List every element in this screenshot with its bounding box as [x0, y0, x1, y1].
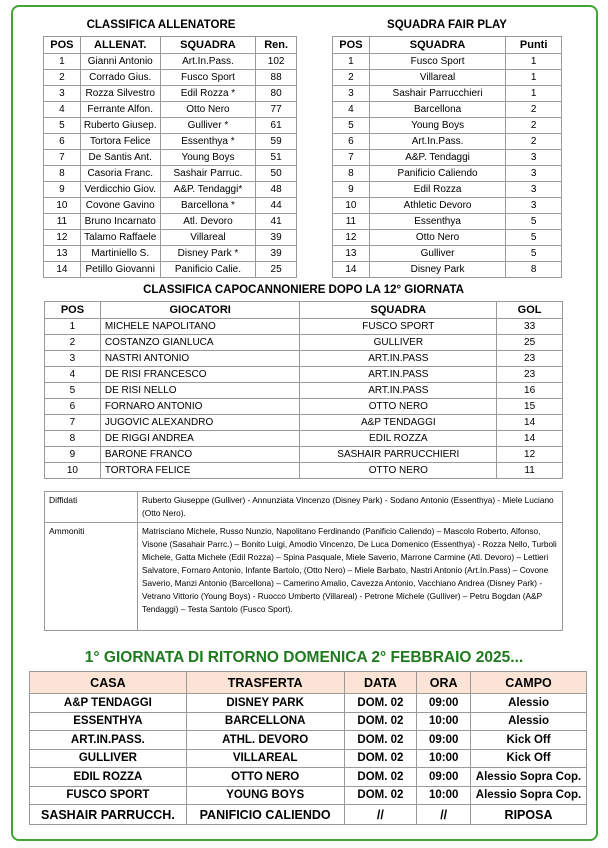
match-away: PANIFICIO CALIENDO	[186, 805, 344, 825]
fairplay-points: 3	[506, 166, 562, 182]
match-field: Kick Off	[471, 731, 587, 750]
fairplay-pos: 5	[333, 118, 370, 134]
fairplay-pos: 9	[333, 182, 370, 198]
fairplay-body	[333, 54, 562, 278]
fairplay-row	[333, 182, 562, 198]
coach-pos: 3	[44, 86, 81, 102]
fairplay-team: A&P. Tendaggi	[369, 150, 505, 166]
match-home: ESSENTHYA	[30, 712, 187, 731]
scorer-goals: 25	[497, 335, 563, 351]
coach-name: Tortora Felice	[80, 134, 160, 150]
coach-score: 25	[256, 262, 297, 278]
match-date: DOM. 02	[344, 786, 417, 805]
fairplay-pos: 8	[333, 166, 370, 182]
ammoniti-row	[45, 523, 563, 631]
match-time: 09:00	[417, 694, 471, 713]
coach-team: Essenthya *	[160, 134, 256, 150]
scorer-pos: 9	[45, 447, 101, 463]
coaches-header-pos: POS	[44, 37, 81, 54]
coach-team: Barcellona *	[160, 198, 256, 214]
match-row	[30, 786, 587, 805]
scorer-name: DE RIGGI ANDREA	[100, 431, 300, 447]
scorer-name: TORTORA FELICE	[100, 463, 300, 479]
scorers-header-row	[45, 302, 563, 319]
coach-row	[44, 70, 297, 86]
match-home: A&P TENDAGGI	[30, 694, 187, 713]
scorer-goals: 12	[497, 447, 563, 463]
match-row	[30, 731, 587, 750]
fairplay-team: Sashair Parrucchieri	[369, 86, 505, 102]
coach-pos: 5	[44, 118, 81, 134]
coach-name: Martiniello S.	[80, 246, 160, 262]
scorers-header-pos: POS	[45, 302, 101, 319]
scorer-team: ART.IN.PASS	[300, 383, 497, 399]
fairplay-team: Otto Nero	[369, 230, 505, 246]
match-row	[30, 749, 587, 768]
coach-score: 80	[256, 86, 297, 102]
fairplay-pos: 14	[333, 262, 370, 278]
scorer-pos: 7	[45, 415, 101, 431]
scorer-row	[45, 335, 563, 351]
coach-score: 88	[256, 70, 297, 86]
scorer-row	[45, 447, 563, 463]
schedule-header-away: TRASFERTA	[186, 672, 344, 694]
coach-pos: 10	[44, 198, 81, 214]
scorer-row	[45, 431, 563, 447]
coach-score: 39	[256, 230, 297, 246]
coach-team: Gulliver *	[160, 118, 256, 134]
scorer-pos: 3	[45, 351, 101, 367]
match-time: 09:00	[417, 768, 471, 787]
coach-score: 41	[256, 214, 297, 230]
match-away: BARCELLONA	[186, 712, 344, 731]
scorer-goals: 11	[497, 463, 563, 479]
coach-name: Corrado Gius.	[80, 70, 160, 86]
scorer-goals: 14	[497, 431, 563, 447]
scorers-title: CLASSIFICA CAPOCANNONIERE DOPO LA 12° GIORNATA	[143, 284, 464, 296]
coach-pos: 11	[44, 214, 81, 230]
fairplay-row	[333, 102, 562, 118]
schedule-table	[29, 671, 587, 825]
fairplay-points: 5	[506, 246, 562, 262]
coach-pos: 7	[44, 150, 81, 166]
schedule-header-home: CASA	[30, 672, 187, 694]
coach-row	[44, 262, 297, 278]
scorer-goals: 15	[497, 399, 563, 415]
coach-team: Young Boys	[160, 150, 256, 166]
match-home: FUSCO SPORT	[30, 786, 187, 805]
fairplay-pos: 12	[333, 230, 370, 246]
coach-row	[44, 230, 297, 246]
match-field: Alessio Sopra Cop.	[471, 786, 587, 805]
scorer-team: ART.IN.PASS	[300, 351, 497, 367]
coach-team: Art.In.Pass.	[160, 54, 256, 70]
match-date: //	[344, 805, 417, 825]
match-field: RIPOSA	[471, 805, 587, 825]
coach-row	[44, 86, 297, 102]
fairplay-pos: 7	[333, 150, 370, 166]
match-away: OTTO NERO	[186, 768, 344, 787]
scorer-row	[45, 367, 563, 383]
fairplay-row	[333, 134, 562, 150]
coach-pos: 6	[44, 134, 81, 150]
fairplay-team: Young Boys	[369, 118, 505, 134]
fairplay-points: 2	[506, 134, 562, 150]
diffidati-text: Ruberto Giuseppe (Gulliver) - Annunziata Vincenzo (Disney Park) - Sodano Antonio (Essenthya) - Miele Luciano (Otto Nero).	[138, 492, 563, 523]
coach-pos: 2	[44, 70, 81, 86]
scorer-name: BARONE FRANCO	[100, 447, 300, 463]
coach-row	[44, 118, 297, 134]
fairplay-row	[333, 54, 562, 70]
scorer-pos: 4	[45, 367, 101, 383]
coach-team: Fusco Sport	[160, 70, 256, 86]
scorer-team: EDIL ROZZA	[300, 431, 497, 447]
match-time: 10:00	[417, 712, 471, 731]
match-date: DOM. 02	[344, 749, 417, 768]
fairplay-pos: 4	[333, 102, 370, 118]
coach-name: Bruno Incarnato	[80, 214, 160, 230]
coach-score: 77	[256, 102, 297, 118]
match-field: Alessio Sopra Cop.	[471, 768, 587, 787]
fairplay-row	[333, 150, 562, 166]
scorers-body	[45, 319, 563, 479]
coach-name: Ruberto Giusep.	[80, 118, 160, 134]
coaches-title: CLASSIFICA ALLENATORE	[86, 19, 236, 31]
fairplay-pos: 6	[333, 134, 370, 150]
scorer-team: GULLIVER	[300, 335, 497, 351]
coach-score: 61	[256, 118, 297, 134]
coach-row	[44, 134, 297, 150]
scorer-row	[45, 351, 563, 367]
scorer-row	[45, 399, 563, 415]
fairplay-header-pos: POS	[333, 37, 370, 54]
scorer-goals: 14	[497, 415, 563, 431]
fairplay-points: 8	[506, 262, 562, 278]
coach-team: Edil Rozza *	[160, 86, 256, 102]
fairplay-pos: 11	[333, 214, 370, 230]
scorer-team: A&P TENDAGGI	[300, 415, 497, 431]
fairplay-row	[333, 262, 562, 278]
coach-score: 50	[256, 166, 297, 182]
fairplay-points: 1	[506, 70, 562, 86]
coach-team: Disney Park *	[160, 246, 256, 262]
match-time: //	[417, 805, 471, 825]
fairplay-points: 5	[506, 214, 562, 230]
match-away: ATHL. DEVORO	[186, 731, 344, 750]
coach-name: Rozza Silvestro	[80, 86, 160, 102]
fairplay-row	[333, 118, 562, 134]
fairplay-row	[333, 86, 562, 102]
fairplay-header-team: SQUADRA	[369, 37, 505, 54]
scorer-name: MICHELE NAPOLITANO	[100, 319, 300, 335]
match-date: DOM. 02	[344, 712, 417, 731]
fairplay-team: Fusco Sport	[369, 54, 505, 70]
fairplay-points: 3	[506, 182, 562, 198]
fairplay-points: 3	[506, 198, 562, 214]
coach-team: Panificio Calie.	[160, 262, 256, 278]
scorers-header-team: SQUADRA	[300, 302, 497, 319]
coach-row	[44, 246, 297, 262]
match-field: Kick Off	[471, 749, 587, 768]
coach-team: Villareal	[160, 230, 256, 246]
fairplay-pos: 1	[333, 54, 370, 70]
match-time: 10:00	[417, 786, 471, 805]
coach-row	[44, 166, 297, 182]
coach-score: 48	[256, 182, 297, 198]
coach-pos: 4	[44, 102, 81, 118]
fairplay-points: 2	[506, 102, 562, 118]
fairplay-row	[333, 198, 562, 214]
fairplay-row	[333, 230, 562, 246]
scorer-team: ART.IN.PASS	[300, 367, 497, 383]
fairplay-pos: 10	[333, 198, 370, 214]
scorers-table	[44, 301, 563, 479]
coach-score: 39	[256, 246, 297, 262]
schedule-title: 1° GIORNATA DI RITORNO DOMENICA 2° FEBBRAIO 2025...	[84, 649, 524, 666]
scorers-header-goals: GOL	[497, 302, 563, 319]
coach-score: 102	[256, 54, 297, 70]
scorer-team: OTTO NERO	[300, 463, 497, 479]
coaches-body	[44, 54, 297, 278]
schedule-body	[30, 694, 587, 825]
fairplay-header-points: Punti	[506, 37, 562, 54]
coach-team: Otto Nero	[160, 102, 256, 118]
scorers-header-player: GIOCATORI	[100, 302, 300, 319]
scorer-pos: 10	[45, 463, 101, 479]
coach-name: Casoria Franc.	[80, 166, 160, 182]
match-home: SASHAIR PARRUCCH.	[30, 805, 187, 825]
match-home: GULLIVER	[30, 749, 187, 768]
match-field: Alessio	[471, 712, 587, 731]
diffidati-label: Diffidati	[45, 492, 138, 523]
coach-row	[44, 54, 297, 70]
fairplay-row	[333, 246, 562, 262]
schedule-header-date: DATA	[344, 672, 417, 694]
coach-pos: 9	[44, 182, 81, 198]
match-field: Alessio	[471, 694, 587, 713]
match-row	[30, 694, 587, 713]
fairplay-points: 2	[506, 118, 562, 134]
fairplay-pos: 3	[333, 86, 370, 102]
fairplay-points: 3	[506, 150, 562, 166]
coach-pos: 14	[44, 262, 81, 278]
coaches-header-row	[44, 37, 297, 54]
fairplay-row	[333, 166, 562, 182]
scorer-row	[45, 415, 563, 431]
fairplay-pos: 13	[333, 246, 370, 262]
schedule-header-time: ORA	[417, 672, 471, 694]
fairplay-pos: 2	[333, 70, 370, 86]
scorer-name: DE RISI NELLO	[100, 383, 300, 399]
fairplay-team: Art.In.Pass.	[369, 134, 505, 150]
match-row	[30, 712, 587, 731]
scorer-goals: 33	[497, 319, 563, 335]
match-time: 10:00	[417, 749, 471, 768]
scorer-pos: 8	[45, 431, 101, 447]
fairplay-team: Panificio Caliendo	[369, 166, 505, 182]
scorer-goals: 16	[497, 383, 563, 399]
scorer-name: NASTRI ANTONIO	[100, 351, 300, 367]
coaches-header-score: Ren.	[256, 37, 297, 54]
match-row	[30, 805, 587, 825]
fairplay-team: Disney Park	[369, 262, 505, 278]
scorer-row	[45, 463, 563, 479]
scorer-pos: 5	[45, 383, 101, 399]
fairplay-team: Villareal	[369, 70, 505, 86]
coach-team: Atl. Devoro	[160, 214, 256, 230]
schedule-header-field: CAMPO	[471, 672, 587, 694]
coach-row	[44, 150, 297, 166]
scorer-goals: 23	[497, 367, 563, 383]
scorer-team: FUSCO SPORT	[300, 319, 497, 335]
fairplay-points: 1	[506, 86, 562, 102]
coach-name: Verdicchio Giov.	[80, 182, 160, 198]
coach-name: Petillo Giovanni	[80, 262, 160, 278]
scorer-name: DE RISI FRANCESCO	[100, 367, 300, 383]
coach-score: 59	[256, 134, 297, 150]
match-away: DISNEY PARK	[186, 694, 344, 713]
coaches-table	[43, 36, 297, 278]
coaches-header-coach: ALLENAT.	[80, 37, 160, 54]
coach-name: Covone Gavino	[80, 198, 160, 214]
fairplay-team: Essenthya	[369, 214, 505, 230]
coach-row	[44, 102, 297, 118]
fairplay-team: Gulliver	[369, 246, 505, 262]
match-date: DOM. 02	[344, 768, 417, 787]
fairplay-points: 5	[506, 230, 562, 246]
fairplay-team: Edil Rozza	[369, 182, 505, 198]
match-home: EDIL ROZZA	[30, 768, 187, 787]
diffidati-row	[45, 492, 563, 523]
scorer-name: FORNARO ANTONIO	[100, 399, 300, 415]
fairplay-team: Barcellona	[369, 102, 505, 118]
coach-row	[44, 198, 297, 214]
schedule-header-row	[30, 672, 587, 694]
coach-name: Gianni Antonio	[80, 54, 160, 70]
ammoniti-text: Matrisciano Michele, Russo Nunzio, Napolitano Ferdinando (Panificio Caliendo) – Mascolo Roberto, Alfonso, Visone (Sasahair Parrc.) – Bonito Luigi, Amodio Vincenzo, De Luca Domenico (Essenthya) - Rozza Nello, Turboli Michele, Gatta Michele (Edil Rozza) – Spina Pasquale, Miele Saverio, Marrone Carmine (Atl. Devoro) – Lettieri Salvatore, Fornaro Antonio, Infante Bartolo, (Otto Nero) – Miele Barbato, Nastri Antonio (Art.In.Pass) – Covone Saverio, Manzi Antonio (Barcellona) – Camerino Amalio, Cavezza Antonio, Vacchiano Andrea (Disney Park) - Vetrano Vittorio (Young Boys) - Ruocco Umberto (Villareal) - Petrone Michele (Gulliver) – Petru Bogdan (A&P Tendaggi) – Testa Santolo (Fusco Sport).	[138, 523, 563, 631]
match-away: YOUNG BOYS	[186, 786, 344, 805]
coach-pos: 12	[44, 230, 81, 246]
coach-row	[44, 214, 297, 230]
match-away: VILLAREAL	[186, 749, 344, 768]
coach-pos: 8	[44, 166, 81, 182]
match-home: ART.IN.PASS.	[30, 731, 187, 750]
scorer-team: OTTO NERO	[300, 399, 497, 415]
fairplay-title: SQUADRA FAIR PLAY	[387, 19, 507, 31]
coach-name: Talamo Raffaele	[80, 230, 160, 246]
scorer-team: SASHAIR PARRUCCHIERI	[300, 447, 497, 463]
coach-team: A&P. Tendaggi*	[160, 182, 256, 198]
coach-name: Ferrante Alfon.	[80, 102, 160, 118]
scorer-name: JUGOVIC ALEXANDRO	[100, 415, 300, 431]
scorer-name: COSTANZO GIANLUCA	[100, 335, 300, 351]
scorer-pos: 1	[45, 319, 101, 335]
fairplay-row	[333, 70, 562, 86]
fairplay-table	[332, 36, 562, 278]
coach-row	[44, 182, 297, 198]
scorer-pos: 2	[45, 335, 101, 351]
scorer-row	[45, 319, 563, 335]
coach-team: Sashair Parruc.	[160, 166, 256, 182]
ammoniti-label: Ammoniti	[45, 523, 138, 631]
match-date: DOM. 02	[344, 731, 417, 750]
fairplay-points: 1	[506, 54, 562, 70]
scorer-goals: 23	[497, 351, 563, 367]
coach-pos: 1	[44, 54, 81, 70]
scorer-pos: 6	[45, 399, 101, 415]
match-date: DOM. 02	[344, 694, 417, 713]
coach-score: 51	[256, 150, 297, 166]
coaches-header-team: SQUADRA	[160, 37, 256, 54]
fairplay-row	[333, 214, 562, 230]
coach-name: De Santis Ant.	[80, 150, 160, 166]
match-time: 09:00	[417, 731, 471, 750]
coach-score: 44	[256, 198, 297, 214]
scorer-row	[45, 383, 563, 399]
fairplay-team: Athletic Devoro	[369, 198, 505, 214]
fairplay-header-row	[333, 37, 562, 54]
coach-pos: 13	[44, 246, 81, 262]
discipline-table	[44, 491, 563, 631]
match-row	[30, 768, 587, 787]
